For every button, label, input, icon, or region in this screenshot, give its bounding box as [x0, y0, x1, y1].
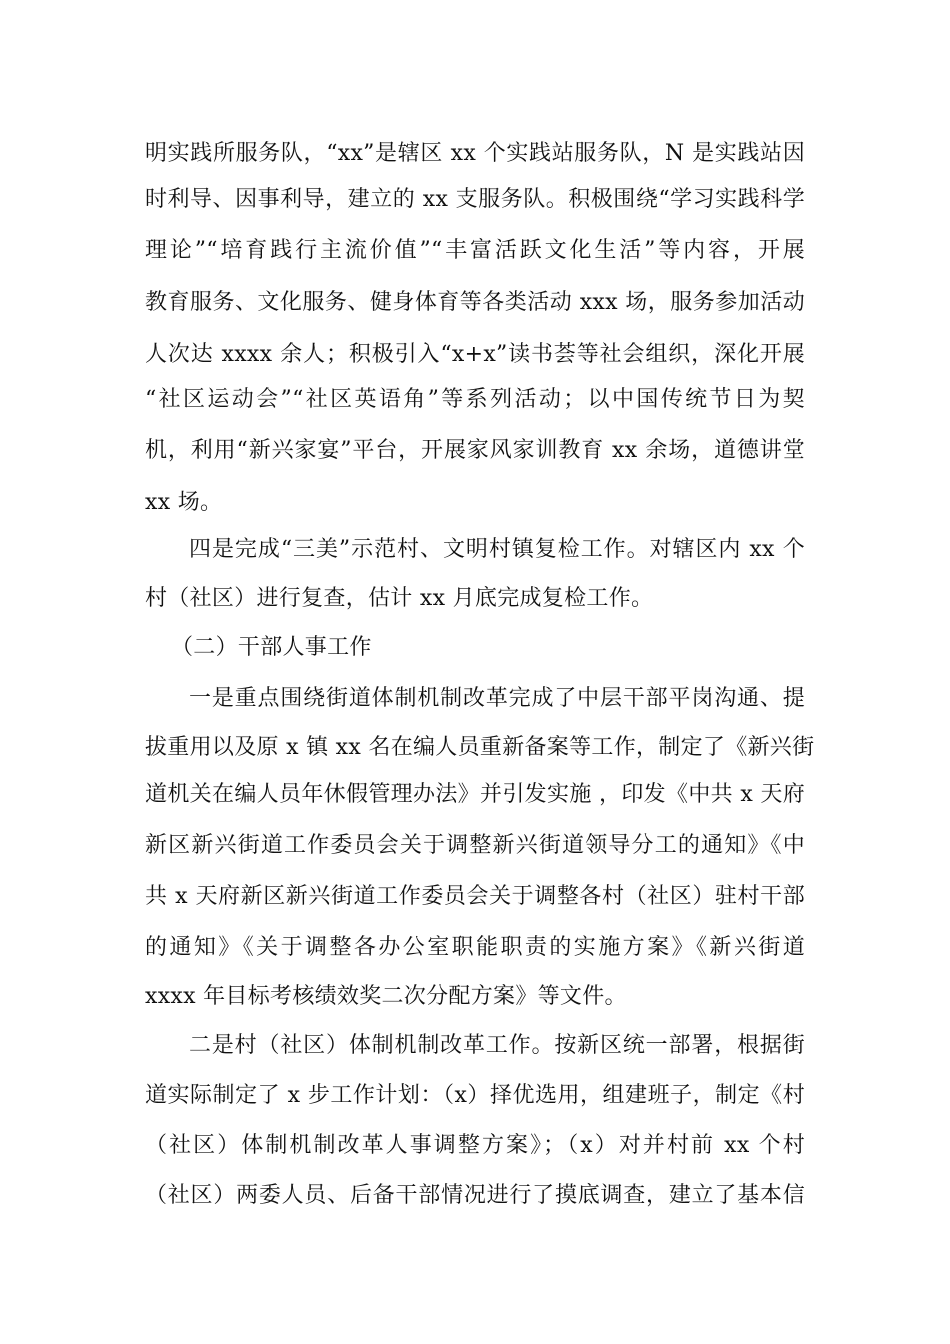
section-heading: （二）干部人事工作: [171, 635, 372, 660]
text-line: “社区运动会”“社区英语角”等系列活动；以中国传统节日为契: [145, 387, 805, 412]
paragraph-start-line: 一是重点围绕街道体制机制改革完成了中层干部平岗沟通、提: [189, 686, 805, 711]
text-line: （社区）两委人员、后备干部情况进行了摸底调查，建立了基本信: [145, 1183, 805, 1208]
text-line: 明实践所服务队，“xx”是辖区 xx 个实践站服务队，N 是实践站因: [145, 141, 805, 166]
text-line: xxxx 年目标考核绩效奖二次分配方案》等文件。: [145, 984, 627, 1009]
text-line: （社区）体制机制改革人事调整方案》；（x）对并村前 xx 个村: [145, 1133, 805, 1158]
text-line: 拔重用以及原 x 镇 xx 名在编人员重新备案等工作，制定了《新兴街: [145, 735, 815, 760]
paragraph-start-line: 二是村（社区）体制机制改革工作。按新区统一部署，根据街: [189, 1033, 805, 1058]
text-line: 村（社区）进行复查，估计 xx 月底完成复检工作。: [145, 586, 654, 611]
text-line: 时利导、因事利导，建立的 xx 支服务队。积极围绕“学习实践科学: [145, 187, 805, 212]
text-line: 道实际制定了 x 步工作计划：（x）择优选用，组建班子，制定《村: [145, 1083, 805, 1108]
text-line: xx 场。: [145, 490, 223, 515]
text-line: 教育服务、文化服务、健身体育等各类活动 xxx 场，服务参加活动: [145, 290, 805, 315]
text-line: 共 x 天府新区新兴街道工作委员会关于调整各村（社区）驻村干部: [145, 884, 805, 909]
text-line: 道机关在编人员年休假管理办法》并引发实施 ，印发《中共 x 天府: [145, 782, 805, 807]
text-line: 的通知》《关于调整各办公室职能职责的实施方案》《新兴街道: [145, 935, 805, 960]
text-line: 人次达 xxxx 余人；积极引入“x+x”读书荟等社会组织，深化开展: [145, 342, 805, 367]
text-line: 新区新兴街道工作委员会关于调整新兴街道领导分工的通知》《中: [145, 833, 805, 858]
text-line: 理论”“培育践行主流价值”“丰富活跃文化生活”等内容，开展: [145, 238, 805, 263]
paragraph-start-line: 四是完成“三美”示范村、文明村镇复检工作。对辖区内 xx 个: [189, 537, 805, 562]
text-line: 机，利用“新兴家宴”平台，开展家风家训教育 xx 余场，道德讲堂: [145, 438, 805, 463]
